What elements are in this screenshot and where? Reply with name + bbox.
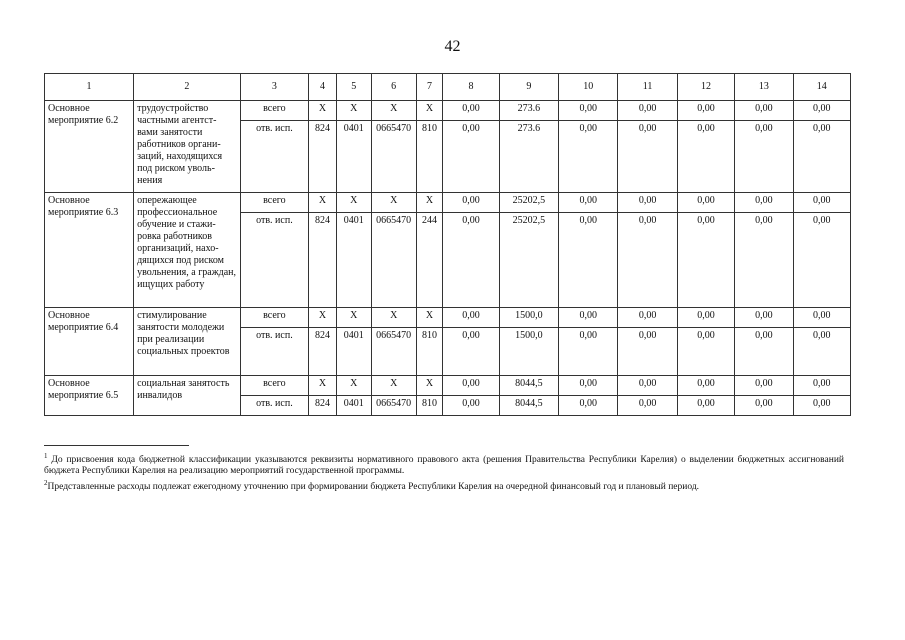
cell-c10: 0,00 — [559, 396, 618, 416]
column-header: 2 — [134, 74, 241, 101]
cell-c12: 0,00 — [677, 213, 734, 308]
cell-c12: 0,00 — [677, 101, 734, 121]
column-header: 1 — [45, 74, 134, 101]
column-header: 8 — [443, 74, 499, 101]
activity-description: стимулирование занятости молодежи при реализации социальных проектов — [134, 308, 241, 376]
cell-c6: Х — [371, 193, 416, 213]
column-header: 9 — [499, 74, 558, 101]
cell-c8: 0,00 — [443, 396, 499, 416]
cell-c12: 0,00 — [677, 376, 734, 396]
cell-c13: 0,00 — [735, 101, 793, 121]
cell-c8: 0,00 — [443, 101, 499, 121]
cell-c3: отв. исп. — [240, 328, 309, 376]
activity-name: Основное мероприятие 6.4 — [45, 308, 134, 376]
cell-c9: 8044,5 — [499, 376, 558, 396]
cell-c9: 1500,0 — [499, 328, 558, 376]
cell-c5: 0401 — [336, 396, 371, 416]
cell-c12: 0,00 — [677, 396, 734, 416]
column-header: 3 — [240, 74, 309, 101]
cell-c11: 0,00 — [618, 396, 677, 416]
cell-c10: 0,00 — [559, 308, 618, 328]
column-header: 14 — [793, 74, 850, 101]
cell-c3: всего — [240, 193, 309, 213]
cell-c14: 0,00 — [793, 308, 850, 328]
page-number: 42 — [444, 38, 461, 55]
cell-c7: Х — [416, 376, 443, 396]
cell-c7: Х — [416, 308, 443, 328]
cell-c11: 0,00 — [618, 193, 677, 213]
column-header: 5 — [336, 74, 371, 101]
footnote-mark: 1 — [44, 452, 48, 460]
cell-c13: 0,00 — [735, 213, 793, 308]
cell-c14: 0,00 — [793, 376, 850, 396]
cell-c8: 0,00 — [443, 308, 499, 328]
column-header: 11 — [618, 74, 677, 101]
cell-c5: Х — [336, 193, 371, 213]
cell-c3: всего — [240, 376, 309, 396]
footnote-text: Представленные расходы подлежат ежегодному уточнению при формировании бюджета Республики Карелия на очередной финансовый год и плановый период. — [47, 482, 700, 493]
cell-c5: 0401 — [336, 328, 371, 376]
cell-c6: Х — [371, 308, 416, 328]
cell-c8: 0,00 — [443, 328, 499, 376]
cell-c9: 25202,5 — [499, 193, 558, 213]
cell-c11: 0,00 — [618, 376, 677, 396]
cell-c6: Х — [371, 101, 416, 121]
cell-c10: 0,00 — [559, 328, 618, 376]
cell-c5: 0401 — [336, 121, 371, 193]
cell-c9: 273.6 — [499, 101, 558, 121]
header-row — [45, 74, 851, 101]
cell-c8: 0,00 — [443, 213, 499, 308]
cell-c4: Х — [309, 101, 337, 121]
cell-c8: 0,00 — [443, 193, 499, 213]
cell-c7: 810 — [416, 121, 443, 193]
column-header: 13 — [735, 74, 793, 101]
cell-c4: Х — [309, 376, 337, 396]
cell-c4: 824 — [309, 328, 337, 376]
cell-c13: 0,00 — [735, 328, 793, 376]
cell-c6: 0665470 — [371, 396, 416, 416]
cell-c3: всего — [240, 101, 309, 121]
activity-description: опережающее профессиональное обучение и стажи-ровка работников организаций, нахо-дящихся под риском увольнения, а граждан, ищущих работу — [134, 193, 241, 308]
cell-c14: 0,00 — [793, 121, 850, 193]
cell-c13: 0,00 — [735, 193, 793, 213]
cell-c7: 244 — [416, 213, 443, 308]
table-row — [45, 308, 851, 328]
cell-c4: 824 — [309, 121, 337, 193]
cell-c11: 0,00 — [618, 121, 677, 193]
column-header: 6 — [371, 74, 416, 101]
cell-c3: всего — [240, 308, 309, 328]
activity-name: Основное мероприятие 6.3 — [45, 193, 134, 308]
footnotes — [44, 451, 844, 494]
cell-c13: 0,00 — [735, 376, 793, 396]
table-row — [45, 376, 851, 396]
cell-c12: 0,00 — [677, 328, 734, 376]
table-row — [45, 101, 851, 121]
cell-c7: 810 — [416, 328, 443, 376]
footnote-1 — [44, 451, 844, 477]
cell-c6: 0665470 — [371, 213, 416, 308]
cell-c9: 8044,5 — [499, 396, 558, 416]
column-header: 7 — [416, 74, 443, 101]
cell-c7: Х — [416, 101, 443, 121]
footnote-mark: 2 — [44, 479, 48, 488]
cell-c6: 0665470 — [371, 121, 416, 193]
cell-c10: 0,00 — [559, 121, 618, 193]
cell-c6: Х — [371, 376, 416, 396]
cell-c3: отв. исп. — [240, 213, 309, 308]
cell-c12: 0,00 — [677, 121, 734, 193]
cell-c14: 0,00 — [793, 328, 850, 376]
cell-c13: 0,00 — [735, 396, 793, 416]
cell-c5: 0401 — [336, 213, 371, 308]
cell-c4: Х — [309, 308, 337, 328]
cell-c7: Х — [416, 193, 443, 213]
cell-c14: 0,00 — [793, 193, 850, 213]
cell-c14: 0,00 — [793, 213, 850, 308]
cell-c4: 824 — [309, 213, 337, 308]
cell-c14: 0,00 — [793, 396, 850, 416]
cell-c11: 0,00 — [618, 101, 677, 121]
cell-c3: отв. исп. — [240, 396, 309, 416]
budget-table — [44, 73, 851, 416]
cell-c12: 0,00 — [677, 193, 734, 213]
cell-c4: Х — [309, 193, 337, 213]
cell-c10: 0,00 — [559, 213, 618, 308]
cell-c11: 0,00 — [618, 308, 677, 328]
column-header: 4 — [309, 74, 337, 101]
cell-c8: 0,00 — [443, 376, 499, 396]
table-row — [45, 193, 851, 213]
activity-name: Основное мероприятие 6.2 — [45, 101, 134, 193]
cell-c11: 0,00 — [618, 213, 677, 308]
cell-c13: 0,00 — [735, 308, 793, 328]
column-header: 10 — [559, 74, 618, 101]
cell-c12: 0,00 — [677, 308, 734, 328]
cell-c6: 0665470 — [371, 328, 416, 376]
activity-name: Основное мероприятие 6.5 — [45, 376, 134, 416]
cell-c3: отв. исп. — [240, 121, 309, 193]
cell-c9: 273.6 — [499, 121, 558, 193]
cell-c9: 1500,0 — [499, 308, 558, 328]
cell-c10: 0,00 — [559, 376, 618, 396]
cell-c9: 25202,5 — [499, 213, 558, 308]
cell-c14: 0,00 — [793, 101, 850, 121]
footnote-divider — [44, 445, 189, 446]
column-header: 12 — [677, 74, 734, 101]
cell-c13: 0,00 — [735, 121, 793, 193]
cell-c4: 824 — [309, 396, 337, 416]
activity-description: трудоустройство частными агентст-вами занятости работников органи-заций, находящихся под риском уволь-нения — [134, 101, 241, 193]
cell-c11: 0,00 — [618, 328, 677, 376]
cell-c5: Х — [336, 101, 371, 121]
footnote-2 — [44, 478, 844, 493]
cell-c10: 0,00 — [559, 193, 618, 213]
activity-description: социальная занятость инвалидов — [134, 376, 241, 416]
footnote-text: До присвоения кода бюджетной классификации указываются реквизиты нормативного правового акта (решения Правительства Республики Карелия) о выделении бюджетных ассигнований бюджета Республики Карелия на реализацию мероприятий государственной программы. — [44, 455, 844, 477]
cell-c10: 0,00 — [559, 101, 618, 121]
cell-c5: Х — [336, 376, 371, 396]
cell-c8: 0,00 — [443, 121, 499, 193]
cell-c5: Х — [336, 308, 371, 328]
cell-c7: 810 — [416, 396, 443, 416]
